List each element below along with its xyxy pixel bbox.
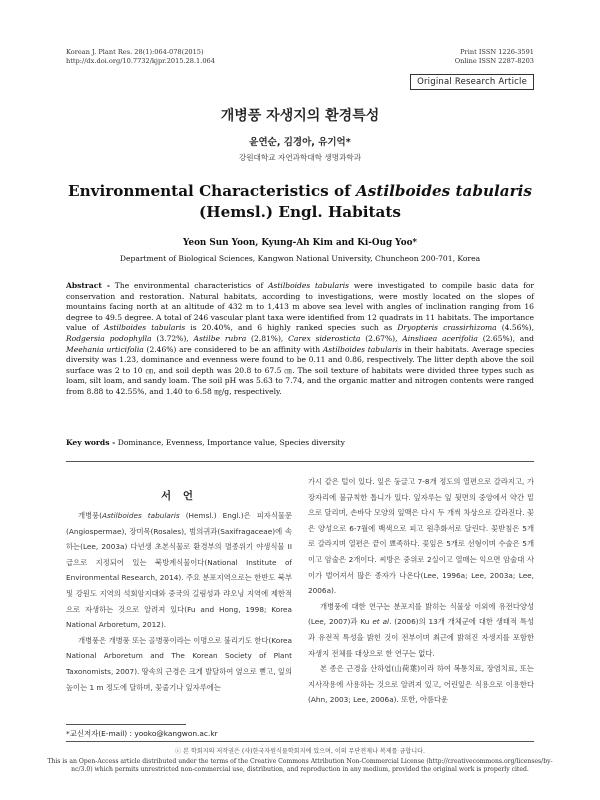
keywords-label: Key words - <box>66 438 116 447</box>
keywords <box>66 438 534 447</box>
species-name: Ainsliaea acerifolia <box>402 333 478 343</box>
footnote-divider <box>66 724 186 725</box>
issn-info <box>455 48 534 66</box>
et-al: et al <box>372 617 390 627</box>
abstract-text: The environmental characteristics of <box>110 281 269 290</box>
paragraph <box>66 508 292 633</box>
species-name: Carex siderosticta <box>288 333 361 343</box>
korean-title: 개병풍 자생지의 환경특성 <box>220 108 380 124</box>
species-name: Rodgersia podophylla <box>66 333 152 343</box>
paragraph: 본 종은 근경을 산하엽(山荷葉)이라 하여 복통치료, 장염치료, 또는 지사작용에 사용하는 것으로 알려져 있고, 어린잎은 식용으로 이용한다(Ahn, 2003; Lee, 2006a). 또한, 아름다운 <box>308 664 534 705</box>
abstract-text: (2.81%), <box>246 333 289 343</box>
english-affiliation: Department of Biological Sciences, Kangwon National University, Chuncheon 200-701, Korea <box>119 254 481 263</box>
left-column <box>66 508 292 695</box>
footer-divider <box>66 741 534 742</box>
abstract-text: (2.46%) are considered to be an affinity with <box>143 344 323 354</box>
abstract-text: is 20.40%, and 6 highly ranked species such as <box>185 323 398 333</box>
abstract <box>66 281 534 398</box>
section-divider <box>66 461 534 462</box>
paragraph <box>308 599 534 661</box>
paragraph-text: (Hemsl.) Engl.)은 피자식물문(Angiospermae), 장미목(Rosales), 범의귀과(Saxifragaceae)에 속하는(Lee, 2003a) 다년생 초본식물로 환경부의 멸종위기 야생식물 II급으로 지정되어 있는 북방계식물이다(National Institute of Environmental Research, 2014). 주요 분포지역으로는 한반도 북부 및 강원도 지역의 석회암지대와 중국의 길림성과 랴오닝 지역에 제한적으로 자생하는 것으로 알려져 있다(Fu and Hong, 1998; Korea National Arboretum, 2012). <box>66 511 292 630</box>
abstract-text: were investigated to compile basic data for conservation and restoration. Natural habitats, according to investigations, were mostly located on the slopes of mountains facing north at an altitude of 432 m to 1,413 m above sea level with angles of inclination ranging from 16 degree to 49.5 degree. A total of 246 vascular plant taxa were identified from 12 quadrats in 11 habitats. The importance value of <box>66 281 535 333</box>
paragraph: 개병풍은 개병풍 또는 골병풍이라는 이명으로 불리기도 한다(Korea National Arboretum and The Korean Society of Plant Taxonomists, 2007). 땅속의 근경은 크게 발달하여 옆으로 뻗고, 잎의 높이는 1 m 정도에 달하며, 꽃줄기나 잎자루에는 <box>66 635 292 692</box>
abstract-text: (4.56%), <box>496 323 534 333</box>
title-species: Astilboides tabularis <box>355 182 532 200</box>
abstract-text: (2.65%), and <box>477 333 534 343</box>
english-title <box>66 181 534 223</box>
english-authors: Yeon Sun Yoon, Kyung-Ah Kim and Ki-Oug Yoo* <box>182 238 418 248</box>
species-name: Astilbe rubra <box>193 333 247 343</box>
section-title: 서 언 <box>161 490 197 502</box>
keywords-text: Dominance, Evenness, Importance value, Species diversity <box>115 438 345 447</box>
article-type-badge: Original Research Article <box>410 74 534 90</box>
print-issn: Print ISSN 1226-3591 <box>460 48 534 56</box>
paragraph-text: . (2006)의 13개 개체군에 대한 생태적 특성과 유전적 특성을 밝힌 것이 전부이며 최근에 밝혀진 자생지를 포함한 자생지 전체를 대상으로 한 연구는 없다. <box>308 617 535 658</box>
doi-link[interactable]: http://dx.doi.org/10.7732/kjpr.2015.28.1.064 <box>66 57 215 65</box>
korean-authors: 윤연순, 김경아, 유기억* <box>249 137 351 148</box>
journal-citation: Korean J. Plant Res. 28(1):064-078(2015) <box>66 48 204 56</box>
abstract-label: Abstract - <box>66 281 110 290</box>
online-issn: Online ISSN 2287-8203 <box>454 57 534 65</box>
corresponding-author: *교신저자(E-mail) : yooko@kangwon.ac.kr <box>66 729 218 738</box>
species-name: Meehania urticifolia <box>66 344 144 354</box>
species-name: Astilboides tabularis <box>104 323 186 333</box>
abstract-text: (3.72%), <box>151 333 194 343</box>
species-name: Astilboides tabularis <box>322 344 402 354</box>
abstract-text: (2.67%), <box>360 333 403 343</box>
paragraph: 가시 같은 털이 있다. 잎은 둥글고 7-8개 정도의 열편으로 갈라지고, 가장자리에 불규칙한 톱니가 있다. 잎자루는 잎 뒷면의 중앙에서 약간 밑으로 달리며, 손바닥 모양의 잎맥은 다시 두 개씩 차상으로 갈라진다. 꽃은 양성으로 6-7월에 백색으로 피고 원추화서로 달린다. 꽃받침은 5개로 갈라지며 열편은 끝이 뾰족하다. 꽃잎은 5개로 선형이며 수술은 5개이고 암술은 2개이다. 씨방은 중위로 2실이고 열매는 익으면 암술대 사이가 벌어져서 많은 종자가 나온다(Lee, 1996a; Lee, 2003a; Lee, 2006a). <box>308 477 534 596</box>
copyright-notice: ⓒ 본 학회지의 저작권은 (사)한국자원식물학회지에 있으며, 이의 무단전재나 복제를 금합니다. <box>175 748 425 755</box>
title-part-2: (Hemsl.) Engl. Habitats <box>199 203 401 221</box>
paragraph-text: 개병풍에 대한 연구는 분포지를 밝히는 식물상 이외에 유전다양성(Lee, 2007)과 Ku <box>308 601 534 627</box>
korean-affiliation: 강원대학교 자연과학대학 생명과학과 <box>238 153 362 162</box>
abstract-text: in their habitats. Average species diversity was 1.23, dominance and evenness were found to be 0.11 and 0.86, respectively. The litter depth above the soil surface was 2 to 10 ㎝, and soil depth was 20.8 to 67.5 ㎝. The soil texture of habitats were divided three types such as loam, silt loam, and sandy loam. The soil pH was 5.63 to 7.74, and the organic matter and nitrogen contents were ranged from 8.88 to 42.55%, and 1.40 to 6.58 ㎎/g, respectively. <box>66 344 534 396</box>
right-column <box>308 474 534 708</box>
species-name: Astilboides tabularis <box>268 281 350 290</box>
license-notice: This is an Open-Access article distributed under the terms of the Creative Commons Attribution Non-Commercial License (http://creativecommons.org/licenses/by-nc/3.0) which permits unrestricted non-commercial use, distribution, and reproduction in any medium, provided the original work is properly cited. <box>47 758 553 774</box>
species-name: Astilboides tabularis <box>102 511 180 520</box>
species-name: Dryopteris crassirhizoma <box>397 323 497 333</box>
title-part-1: Environmental Characteristics of <box>68 182 356 200</box>
paragraph-text: 개병풍( <box>78 511 102 520</box>
journal-header <box>66 48 215 66</box>
